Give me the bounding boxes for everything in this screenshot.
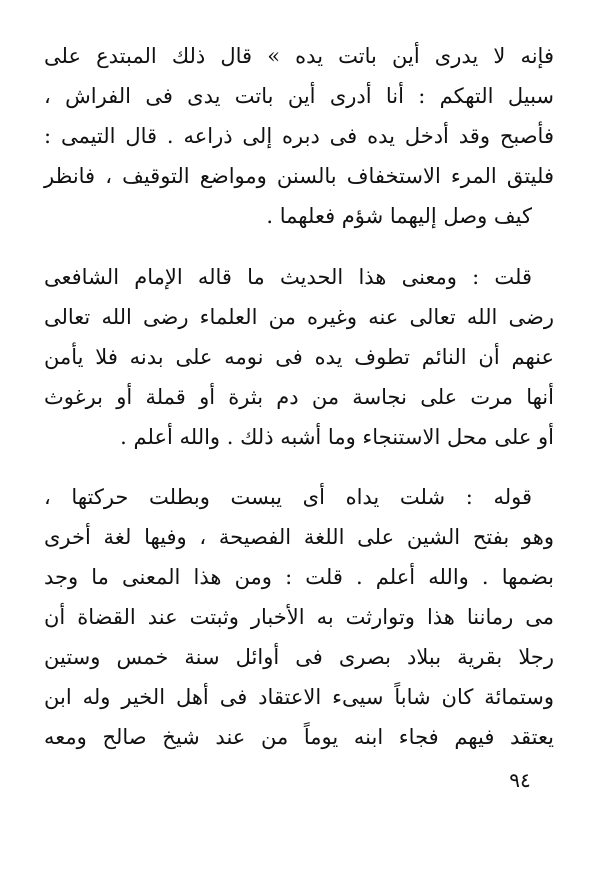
text-line: فأصبح وقد أدخل يده فى دبره إلى ذراعه . قال التيمى : — [44, 124, 554, 148]
text-line: عنهم أن النائم تطوف يده فى نومه على بدنه فلا يأمن — [44, 345, 554, 369]
text-line: يعتقد فيهم فجاء ابنه يوماً من عند شيخ صالح ومعه — [44, 725, 554, 749]
text-line: أو على محل الاستنجاء وما أشبه ذلك . والله أعلم . — [120, 425, 554, 449]
text-line: وهو بفتح الشين على اللغة الفصيحة ، وفيها لغة أخرى — [44, 525, 554, 549]
text-line: قلت : ومعنى هذا الحديث ما قاله الإمام الشافعى — [44, 265, 532, 289]
text-line: بضمها . والله أعلم . قلت : ومن هذا المعنى ما وجد — [44, 565, 554, 589]
text-line: فإنه لا يدرى أين باتت يده » قال ذلك المبتدع على — [44, 44, 554, 68]
text-line: فليتق المرء الاستخفاف بالسنن ومواضع التوقيف ، فانظر — [44, 164, 554, 188]
paragraph-3 — [44, 477, 554, 757]
text-line: رجلا بقرية ببلاد بصرى فى أوائل سنة خمس وستين — [44, 645, 554, 669]
page-number: ٩٤ — [509, 768, 531, 792]
paragraph-2 — [44, 257, 554, 457]
text-line: مى رماننا هذا وتوارثت به الأخبار وثبتت عند القضاة أن — [44, 605, 554, 629]
text-line: رضى الله تعالى عنه وغيره من العلماء رضى الله تعالى — [44, 305, 554, 329]
text-line: قوله : شلت يداه أى يبست وبطلت حركتها ، — [44, 485, 532, 509]
text-line: كيف وصل إليهما شؤم فعلهما . — [266, 204, 532, 228]
text-line: أنها مرت على نجاسة من دم بثرة أو قملة أو برغوث — [44, 385, 554, 409]
text-line: سبيل التهكم : أنا أدرى أين باتت يدى فى الفراش ، — [44, 84, 554, 108]
text-line: وستمائة كان شاباً سيىء الاعتقاد فى أهل الخير وله ابن — [44, 685, 554, 709]
paragraph-1 — [44, 36, 554, 236]
